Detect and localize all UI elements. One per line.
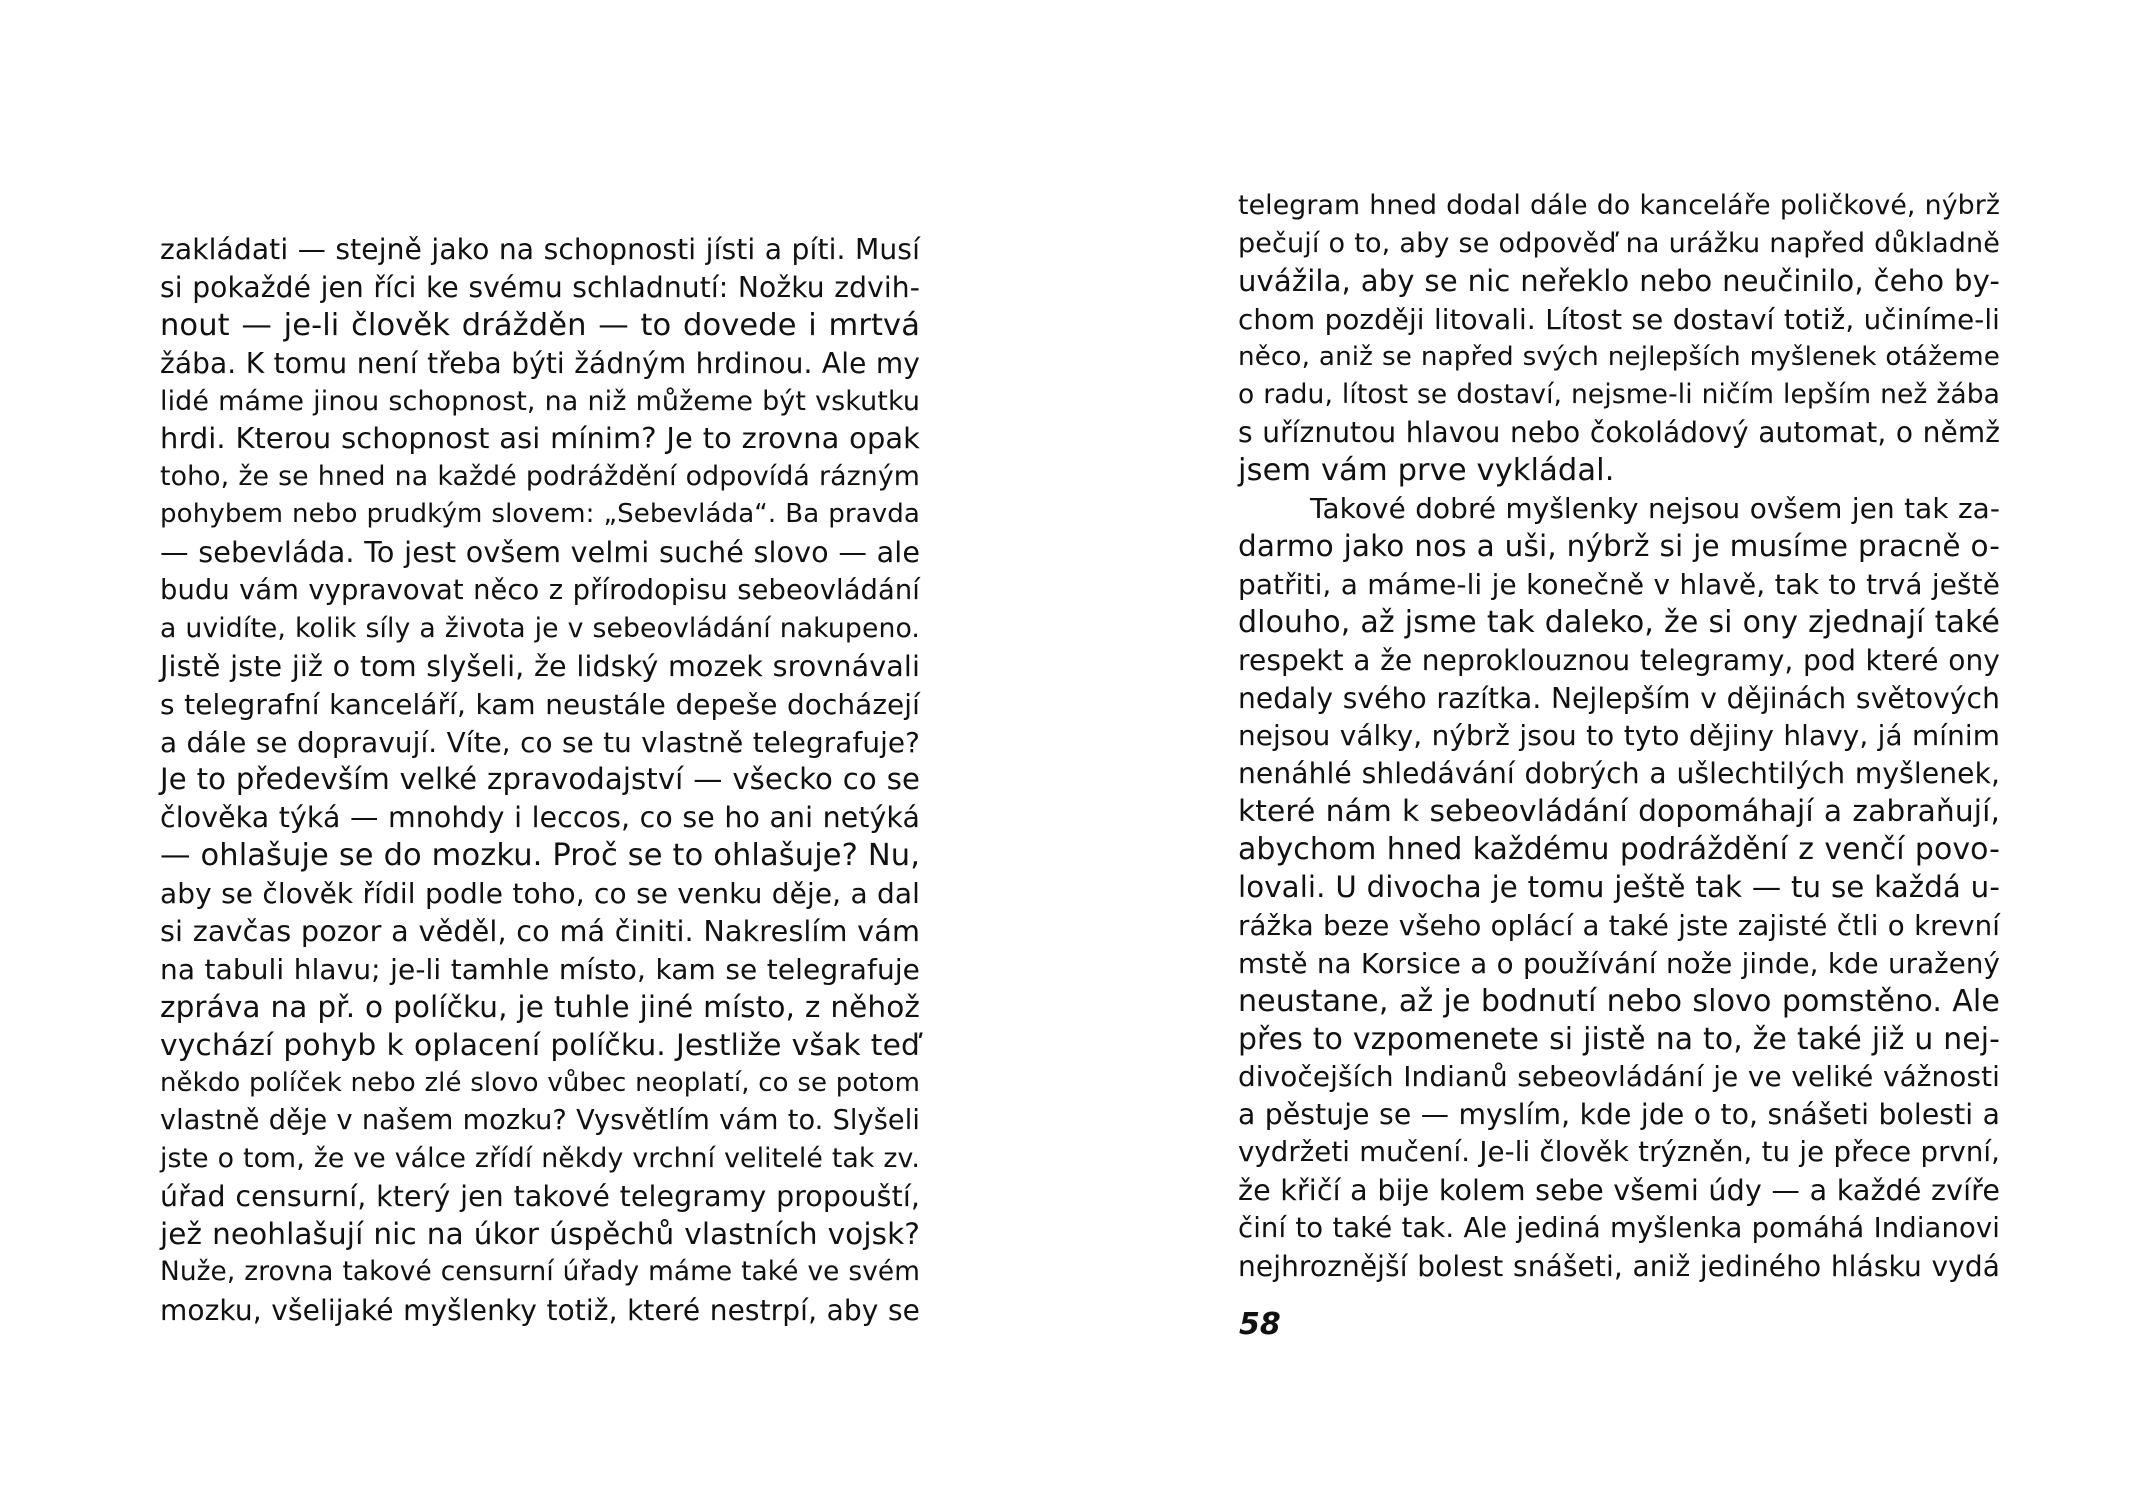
text-line: — ohlašuje se do mozku. Proč se to ohlašuje? Nu,: [160, 838, 920, 874]
text-line: činí to také tak. Ale jediná myšlenka pomáhá Indianovi: [1238, 1213, 2000, 1245]
text-line: uvážila, aby se nic neřeklo nebo neučinilo, čeho by-: [1238, 263, 2000, 298]
text-line: Jistě jste již o tom slyšeli, že lidský mozek srovnávali: [160, 648, 920, 683]
text-line: nenáhlé shledávání dobrých a ušlechtilých myšlenek,: [1238, 757, 2000, 791]
text-line: a dále se dopravují. Víte, co se tu vlastně telegrafuje?: [160, 725, 920, 759]
left-page-text: [160, 231, 920, 1330]
text-line: že křičí a bije kolem sebe všemi údy — a každé zvíře: [1238, 1173, 2000, 1208]
text-line: divočejších Indianů sebeovládání je ve veliké vážnosti: [1238, 1060, 2000, 1094]
text-line: na tabuli hlavu; je-li tamhle místo, kam se telegrafuje: [160, 952, 920, 986]
text-line: s uříznutou hlavou nebo čokoládový automat, o němž: [1238, 416, 2000, 450]
text-line: vlastně děje v našem mozku? Vysvětlím vám to. Slyšeli: [160, 1105, 920, 1137]
text-line: žába. K tomu není třeba býti žádným hrdinou. Ale my: [160, 346, 920, 380]
text-line: neustane, až je bodnutí nebo slovo pomstěno. Ale: [1238, 983, 2000, 1019]
text-line: nejsou války, nýbrž jsou to tyto dějiny hlavy, já mínim: [1238, 719, 2000, 753]
text-line: lovali. U divocha je tomu ještě tak — tu se každá u-: [1238, 870, 2000, 905]
text-line: přes to vzpomenete si jistě na to, že také již u nej-: [1238, 1021, 2000, 1057]
text-line: jež neohlašují nic na úkor úspěchů vlastních vojsk?: [160, 1217, 920, 1252]
text-line: něco, aniž se napřed svých nejlepších myšlenek otážeme: [1238, 341, 2000, 372]
text-line: Nuže, zrovna takové censurní úřady máme také ve svém: [160, 1257, 920, 1288]
text-line: dlouho, až jsme tak daleko, že si ony zjednají také: [1238, 604, 2000, 640]
text-line: — sebevláda. To jest ovšem velmi suché slovo — ale: [160, 535, 920, 570]
text-line: Takové dobré myšlenky nejsou ovšem jen tak za-: [1310, 492, 2000, 526]
text-line: toho, že se hned na každé podráždění odpovídá rázným: [160, 461, 920, 493]
text-line: rážka beze všeho oplácí a také jste zajisté čtli o krevní: [1238, 908, 2000, 942]
text-line: abychom hned každému podráždění z venčí povo-: [1238, 832, 2000, 868]
text-line: darmo jako nos a uši, nýbrž si je musíme pracně o-: [1238, 529, 2000, 564]
text-line: aby se člověk řídil podle toho, co se venku děje, a dal: [160, 877, 920, 911]
text-line: jste o tom, že ve válce zřídí někdy vrchní velitelé tak zv.: [160, 1143, 920, 1175]
text-line: zakládati — stejně jako na schopnosti jísti a píti. Musí: [160, 233, 920, 266]
text-line: chom později litovali. Lítost se dostaví totiž, učiníme-li: [1238, 302, 2000, 336]
right-page-text: [1238, 187, 2000, 1286]
text-line: si pokaždé jen říci ke svému schladnutí: Nožku zdvih-: [160, 270, 920, 304]
text-line: lidé máme jinou schopnost, na niž můžeme být vskutku: [160, 385, 920, 417]
text-line: zpráva na př. o políčku, je tuhle jiné místo, z něhož: [160, 989, 920, 1024]
text-line: jsem vám prve vykládal.: [1238, 453, 1615, 489]
text-line: nedaly svého razítka. Nejlepším v dějinách světových: [1238, 681, 2000, 715]
text-line: respekt a že neproklouznou telegramy, pod které ony: [1238, 643, 2000, 677]
text-line: nejhroznější bolest snášeti, aniž jediného hlásku vydá: [1238, 1249, 2000, 1283]
text-line: člověka týká — mnohdy i leccos, co se ho ani netýká: [160, 801, 920, 835]
text-line: a uvidíte, kolik síly a života je v sebeovládání nakupeno.: [160, 612, 920, 644]
text-line: Je to především velké zpravodajství — všecko co se: [160, 762, 920, 797]
text-line: telegram hned dodal dále do kanceláře poličkové, nýbrž: [1238, 190, 2000, 221]
text-line: vychází pohyb k oplacení políčku. Jestliže však teď: [160, 1027, 920, 1063]
text-line: někdo políček nebo zlé slovo vůbec neoplatí, co se potom: [160, 1067, 920, 1098]
text-line: mozku, všelijaké myšlenky totiž, které nestrpí, aby se: [160, 1293, 920, 1327]
text-line: s telegrafní kanceláří, kam neustále depeše docházejí: [160, 687, 920, 721]
text-line: si zavčas pozor a věděl, co má činiti. Nakreslím vám: [160, 914, 920, 949]
text-line: a pěstuje se — myslím, kde jde o to, snášeti bolesti a: [1238, 1098, 2000, 1132]
text-line: patřiti, a máme-li je konečně v hlavě, tak to trvá ještě: [1238, 567, 2000, 601]
text-line: které nám k sebeovládání dopomáhají a zabraňují,: [1238, 794, 2000, 830]
text-line: budu vám vypravovat něco z přírodopisu sebeovládání: [160, 575, 920, 607]
text-line: pohybem nebo prudkým slovem: „Sebevláda“. Ba pravda: [160, 499, 920, 530]
text-line: úřad censurní, který jen takové telegramy propouští,: [160, 1180, 920, 1214]
page-number: 58: [1239, 1307, 1281, 1342]
text-line: mstě na Korsice a o používání nože jinde, kde uražený: [1238, 946, 2000, 980]
text-line: pečují o to, aby se odpověď na urážku napřed důkladně: [1238, 227, 2000, 259]
text-line: o radu, lítost se dostaví, nejsme-li ničím lepším než žába: [1238, 379, 2000, 411]
text-line: hrdi. Kterou schopnost asi mínim? Je to zrovna opak: [160, 421, 920, 456]
text-line: vydržeti mučení. Je-li člověk trýzněn, tu je přece první,: [1238, 1136, 2000, 1169]
text-line: nout — je-li člověk drážděn — to dovede i mrtvá: [160, 307, 920, 343]
